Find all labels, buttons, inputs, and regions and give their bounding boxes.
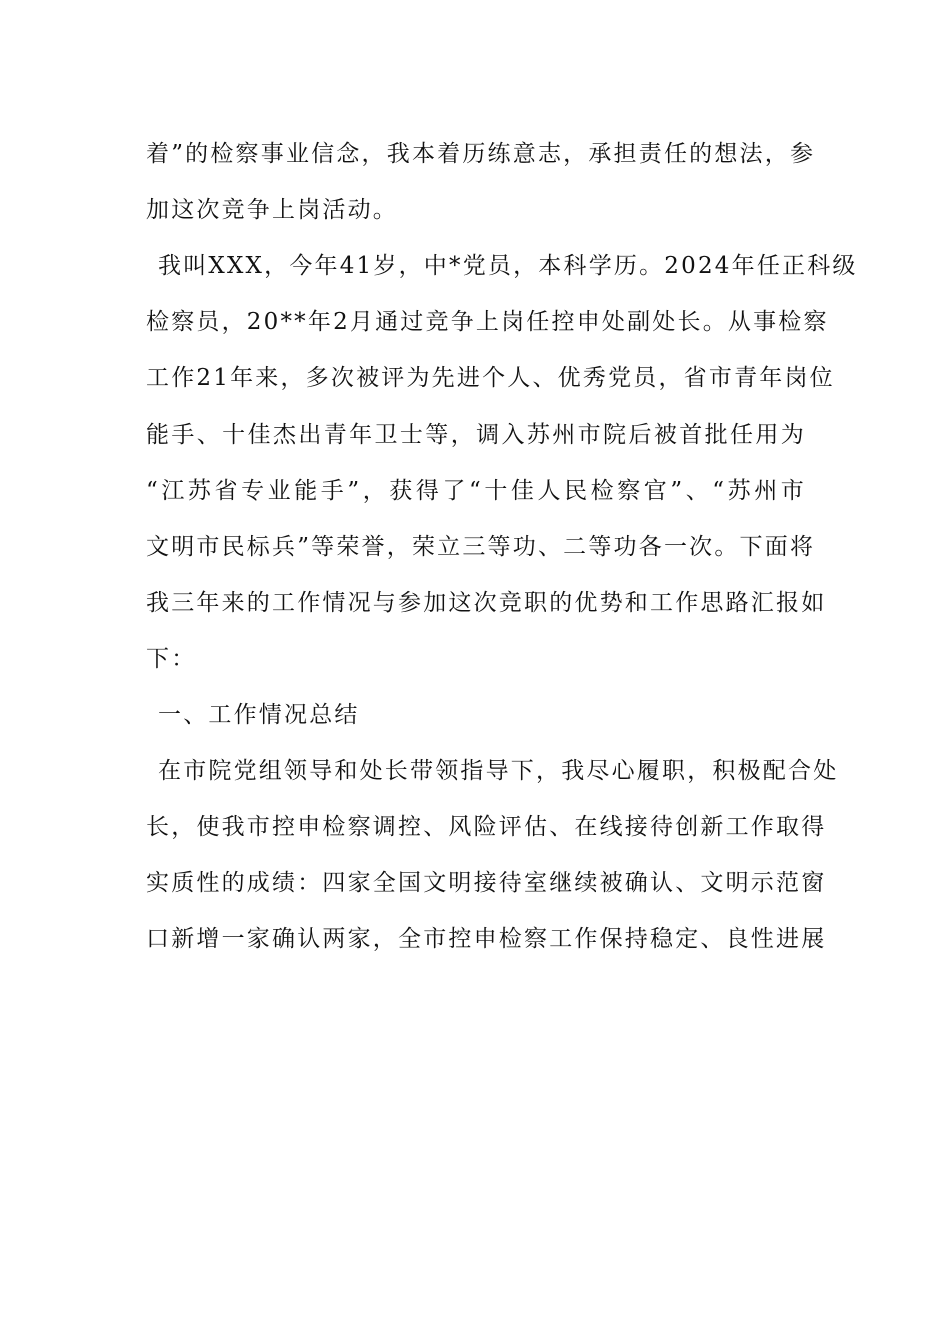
text-line-13: 长，使我市控申检察调控、风险评估、在线接待创新工作取得 — [146, 814, 827, 841]
text-line-14: 实质性的成绩：四家全国文明接待室继续被确认、文明示范窗 — [146, 870, 827, 897]
text-line-6: 能手、十佳杰出青年卫士等，调入苏州市院后被首批任用为 — [146, 421, 806, 448]
text-line-1: 着”的检察事业信念，我本着历练意志，承担责任的想法，参 — [146, 141, 816, 167]
text-line-4: 检察员，20**年2月通过竞争上岗任控申处副处长。从事检察 — [146, 309, 829, 336]
text-line-10: 下： — [146, 645, 197, 672]
text-line-8: 文明市民标兵”等荣誉，荣立三等功、二等功各一次。下面将 — [146, 533, 816, 560]
section-heading: 一、工作情况总结 — [158, 702, 360, 728]
text-line-12: 在市院党组领导和处长带领指导下，我尽心履职，积极配合处 — [158, 758, 839, 785]
text-line-5: 工作21年来，多次被评为先进个人、优秀党员，省市青年岗位 — [146, 365, 835, 392]
text-line-2: 加这次竞争上岗活动。 — [146, 197, 398, 224]
text-line-7: “江苏省专业能手”，获得了“十佳人民检察官”、“苏州市 — [146, 477, 806, 504]
text-line-15: 口新增一家确认两家，全市控申检察工作保持稳定、良性进展 — [146, 926, 827, 953]
text-line-9: 我三年来的工作情况与参加这次竞职的优势和工作思路汇报如 — [146, 589, 827, 616]
text-line-3: 我叫XXX，今年41岁，中*党员，本科学历。2024年任正科级 — [158, 253, 858, 280]
